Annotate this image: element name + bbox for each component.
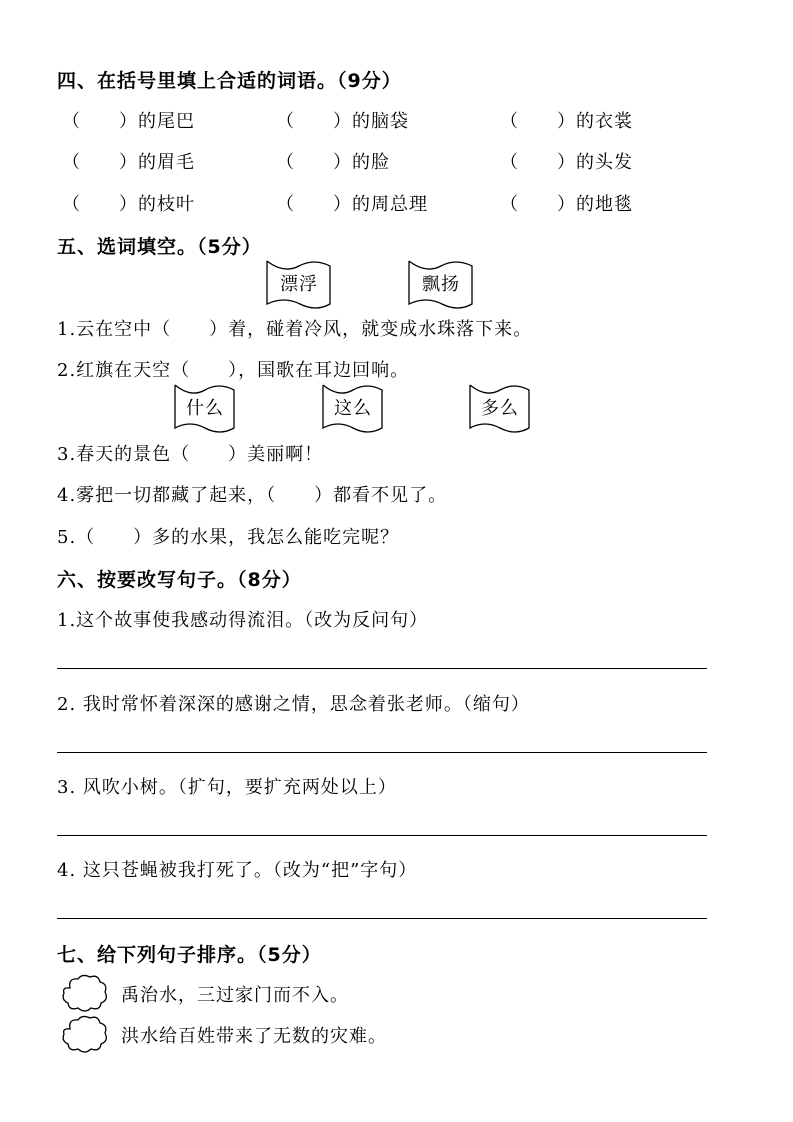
section-6-title: 六、按要改写句子。（8分） — [57, 569, 302, 591]
sentence-1: 禹治水，三过家门而不入。 — [121, 985, 349, 1006]
blank-cell[interactable]: （ ）的头发 — [500, 152, 633, 173]
question-3: 3.春天的景色（ ）美丽啊！ — [57, 444, 324, 465]
blank-cell[interactable]: （ ）的眉毛 — [62, 152, 195, 173]
flag-word: 漂浮 — [280, 274, 318, 295]
section-5-title: 五、选词填空。（5分） — [57, 236, 262, 258]
answer-line[interactable] — [57, 835, 707, 836]
section-7-title: 七、给下列句子排序。（5分） — [57, 944, 322, 966]
blank-cell[interactable]: （ ）的地毯 — [500, 194, 633, 215]
flag-word: 什么 — [186, 398, 224, 419]
blank-cell[interactable]: （ ）的周总理 — [276, 194, 428, 215]
rewrite-item-1: 1.这个故事使我感动得流泪。（改为反问句） — [57, 610, 429, 631]
word-flag — [467, 382, 533, 434]
word-flag — [264, 258, 334, 310]
cloud-icon — [60, 1013, 110, 1055]
cloud-icon — [60, 972, 110, 1014]
rewrite-item-2: 2. 我时常怀着深深的感谢之情，思念着张老师。（缩句） — [57, 694, 530, 715]
flag-word: 这么 — [334, 398, 372, 419]
flag-word: 多么 — [481, 398, 519, 419]
blank-cell[interactable]: （ ）的枝叶 — [62, 194, 195, 215]
rewrite-item-4: 4. 这只苍蝇被我打死了。（改为“把”字句） — [57, 860, 418, 881]
blank-cell[interactable]: （ ）的尾巴 — [62, 111, 195, 132]
blank-cell[interactable]: （ ）的脑袋 — [276, 111, 409, 132]
rewrite-item-3: 3. 风吹小树。（扩句，要扩充两处以上） — [57, 777, 397, 798]
cloud-answer-box[interactable] — [60, 972, 110, 1014]
question-2: 2.红旗在天空（ ），国歌在耳边回响。 — [57, 360, 410, 381]
answer-line[interactable] — [57, 752, 707, 753]
answer-line[interactable] — [57, 668, 707, 669]
question-5: 5.（ ）多的水果，我怎么能吃完呢？ — [57, 527, 400, 548]
word-flag — [406, 258, 476, 310]
sentence-2: 洪水给百姓带来了无数的灾难。 — [121, 1026, 387, 1047]
word-flag — [320, 382, 386, 434]
flag-word: 飘扬 — [422, 274, 460, 295]
question-1: 1.云在空中（ ）着，碰着冷风，就变成水珠落下来。 — [57, 319, 533, 340]
word-flag — [172, 382, 238, 434]
blank-cell[interactable]: （ ）的衣裳 — [500, 111, 633, 132]
section-4-title: 四、在括号里填上合适的词语。（9分） — [57, 70, 402, 92]
cloud-answer-box[interactable] — [60, 1013, 110, 1055]
answer-line[interactable] — [57, 918, 707, 919]
question-4: 4.雾把一切都藏了起来，（ ）都看不见了。 — [57, 485, 448, 506]
blank-cell[interactable]: （ ）的脸 — [276, 152, 390, 173]
